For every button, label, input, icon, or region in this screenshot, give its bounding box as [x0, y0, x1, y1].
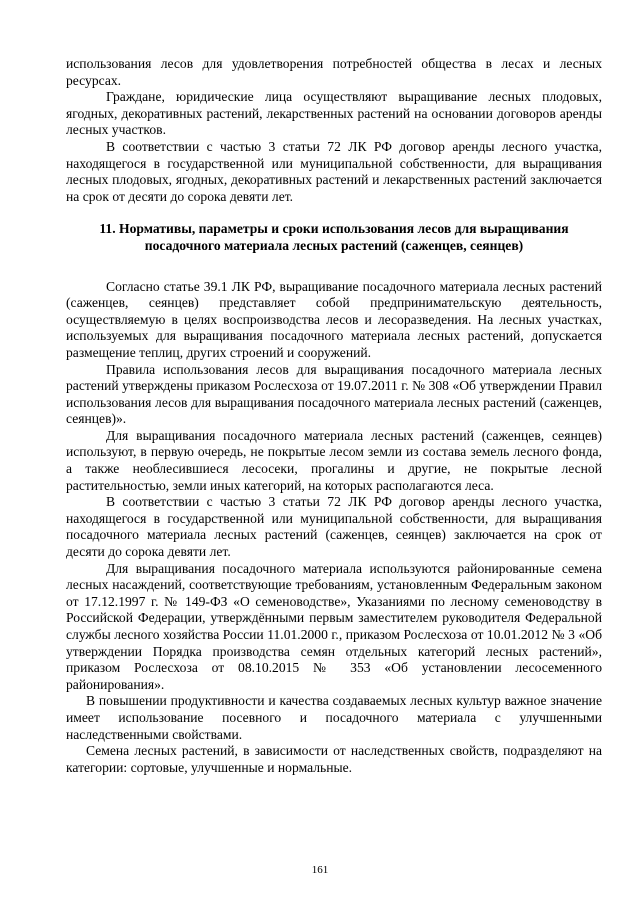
paragraph: Для выращивания посадочного материала используются районированные семена лесных насаждений, соответствующие требованиям, установленным Федеральным законом от 17.12.1997 г. № 149-ФЗ «О семеноводстве», Указаниями по лесному семеноводству в Российской Федерации, утверждёнными первым заместителем руководителя Федеральной службы лесного хозяйства России 11.01.2000 г., приказом Рослесхоза от 10.01.2012 № 3 «Об утверждении Порядка производства семян отдельных категорий лесных растений», приказом Рослесхоза от 08.10.2015 № 353 «Об установлении лесосеменного районирования».	[66, 560, 602, 692]
paragraph: Правила использования лесов для выращивания посадочного материала лесных растений утверждены приказом Рослесхоза от 19.07.2011 г. № 308 «Об утверждении Правил использования лесов для выращивания посадочного материала лесных растений (саженцев, сеянцев)».	[66, 361, 602, 427]
section-heading: 11. Нормативы, параметры и сроки использования лесов для выращивания посадочного материала лесных растений (саженцев, сеянцев)	[99, 221, 569, 253]
paragraph: Для выращивания посадочного материала лесных растений (саженцев, сеянцев) используют, в первую очередь, не покрытые лесом земли из состава земель лесного фонда, а также необлесившиеся лесосеки, прогалины и другие, не покрытые лесной растительностью, земли иных категорий, на которых располагаются леса.	[66, 427, 602, 493]
paragraph: Семена лесных растений, в зависимости от наследственных свойств, подразделяют на категории: сортовые, улучшенные и нормальные.	[66, 743, 602, 775]
document-page	[66, 56, 602, 776]
paragraph: Граждане, юридические лица осуществляют выращивание лесных плодовых, ягодных, декоративных растений, лекарственных растений на основании договоров аренды лесных участков.	[66, 89, 602, 138]
paragraph: Согласно статье 39.1 ЛК РФ, выращивание посадочного материала лесных растений (саженцев, сеянцев) представляет собой предпринимательскую деятельность, осуществляемую в целях воспроизводства лесов и лесоразведения. На лесных участках, используемых для выращивания посадочного материала лесных растений, допускается размещение теплиц, других строений и сооружений.	[66, 278, 602, 360]
paragraph: В соответствии с частью 3 статьи 72 ЛК РФ договор аренды лесного участка, находящегося в государственной или муниципальной собственности, для выращивания лесных плодовых, ягодных, декоративных растений и лекарственных растений заключается на срок от десяти до сорока девяти лет.	[66, 138, 602, 204]
paragraph: В соответствии с частью 3 статьи 72 ЛК РФ договор аренды лесного участка, находящегося в государственной или муниципальной собственности, для выращивания посадочного материала лесных растений (саженцев, сеянцев) заключается на срок от десяти до сорока девяти лет.	[66, 494, 602, 560]
page-number: 161	[311, 864, 329, 876]
paragraph: В повышении продуктивности и качества создаваемых лесных культур важное значение имеет использование посевного и посадочного материала с улучшенными наследственными свойствами.	[66, 693, 602, 742]
paragraph-continuation: использования лесов для удовлетворения потребностей общества в лесах и лесных ресурсах.	[66, 56, 602, 88]
